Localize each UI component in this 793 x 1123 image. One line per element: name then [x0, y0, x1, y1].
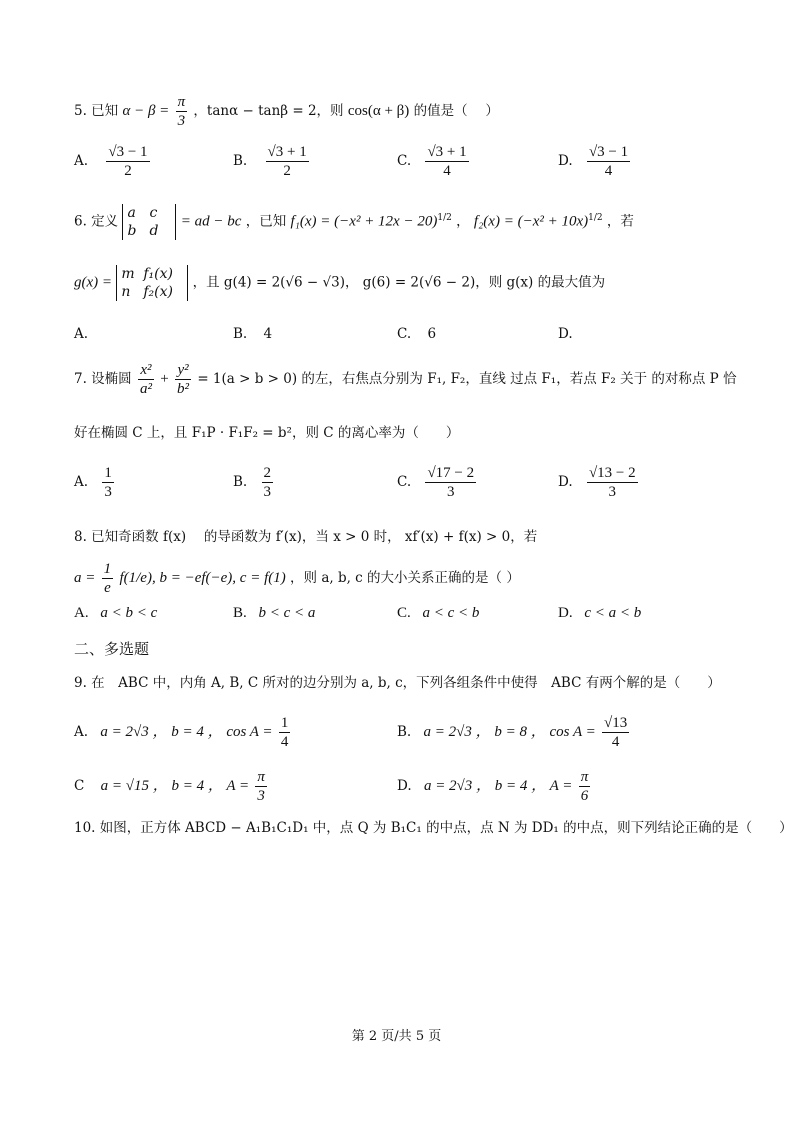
q7-prefix: 7. 设椭圆: [74, 371, 132, 387]
det-d: d: [149, 223, 159, 239]
q10-text: 10. 如图，正方体 ABCD − A₁B₁C₁D₁ 中，点 Q 为 B₁C₁ 的中点，点 N 为 DD₁ 的中点，则下列结论正确的是（ ）: [74, 820, 793, 836]
frac-num: √13: [604, 715, 628, 731]
q9-option-a: [74, 714, 292, 751]
q9-option-b: [397, 714, 631, 751]
frac-den: 4: [280, 734, 289, 750]
q9-text: 9. 在 ABC 中，内角 A, B, C 所对的边分别为 a, b, c，下列各组条件中使得 ABC 有两个解的是（ ）: [74, 675, 721, 691]
frac-den: 3: [447, 484, 455, 500]
q5-suffix: 的值是（ ）: [413, 103, 499, 119]
option-label: C: [74, 778, 85, 794]
q6-known: ，已知: [245, 213, 287, 230]
option-fraction: [587, 143, 630, 180]
frac-den: 3: [104, 484, 112, 500]
option-label: D.: [558, 326, 573, 342]
frac-num: π: [580, 769, 589, 785]
q6-determinant: [122, 204, 176, 240]
option-text: a < b < c: [100, 605, 158, 621]
frac-den: e: [104, 580, 111, 596]
q5-option-a: [74, 143, 152, 180]
frac-den: 4: [443, 163, 451, 179]
q6-g-lhs: g(x) =: [74, 274, 113, 291]
frac-den: 3: [608, 484, 617, 500]
det-b: b: [127, 223, 137, 239]
frac-den: 6: [580, 788, 589, 804]
frac-den: a²: [139, 381, 152, 397]
q6-option-a: [74, 326, 88, 342]
option-label: D.: [397, 778, 412, 794]
question-6-line-1: [74, 204, 634, 240]
option-label: A.: [74, 326, 89, 342]
section-title: 二、多选题: [74, 640, 150, 658]
option-conditions: a = √15 ， b = 4 ， A =: [100, 778, 250, 794]
frac-num: 1: [280, 715, 289, 731]
q8-line-1: 8. 已知奇函数 f(x) 的导函数为 f′(x)，当 x > 0 时， xf′(x) + f(x) > 0，若: [74, 529, 538, 545]
frac-num: √13 − 2: [588, 465, 636, 481]
q5-pi-over-3: [176, 93, 188, 130]
q6-definition-rhs: = ad − bc: [180, 213, 242, 230]
option-fraction: [102, 464, 114, 501]
q5-condition-2: ，tanα − tanβ = 2，则: [193, 103, 344, 119]
option-fraction: [279, 714, 291, 751]
det-a: a: [127, 205, 136, 221]
question-7-line-1: [74, 361, 737, 398]
page-footer: 第 2 页/共 5 页: [351, 1029, 442, 1044]
option-fraction: [579, 768, 591, 805]
option-label: C.: [397, 153, 412, 169]
option-fraction: [255, 768, 267, 805]
option-fraction: [602, 714, 629, 751]
q5-prefix: 5. 已知: [74, 103, 119, 119]
option-label: B.: [397, 724, 412, 740]
option-text: b < c < a: [258, 605, 316, 621]
det-f1: f₁(x): [143, 266, 173, 282]
q7-frac-x: [138, 361, 154, 398]
option-label: C.: [397, 605, 411, 621]
option-conditions: a = 2√3 ， b = 8 ， cos A =: [423, 724, 596, 740]
frac-num: √3 + 1: [267, 144, 307, 160]
q8-line-2-rest: ，则 a, b, c 的大小关系正确的是（ ）: [290, 570, 520, 586]
option-label: C.: [397, 326, 412, 342]
option-text: c < a < b: [584, 605, 642, 621]
q6-prefix: 6. 定义: [74, 213, 119, 230]
option-fraction: [262, 464, 274, 501]
q5-option-d: [558, 143, 632, 180]
q8-frac-1-over-e: [102, 560, 114, 597]
frac-den: 3: [257, 788, 265, 804]
q6-g-determinant: [116, 265, 188, 301]
q7-plus: +: [160, 371, 169, 387]
option-fraction: [425, 143, 468, 180]
option-conditions: a = 2√3 ， b = 4 ， A =: [423, 778, 573, 794]
q8-a-eq: a =: [74, 570, 96, 586]
det-c: c: [149, 205, 158, 221]
q6-option-b: [233, 326, 272, 342]
q5-frac-num: π: [177, 94, 186, 110]
option-fraction: [425, 464, 476, 501]
question-8-line-2: [74, 560, 520, 597]
q5-option-c: [397, 143, 471, 180]
question-8-line-1: [74, 527, 537, 547]
q8-option-c: [397, 605, 479, 622]
q7-rest: = 1(a > b > 0) 的左，右焦点分别为 F₁, F₂，直线 过点 F₁，若点 F₂ 关于 的对称点 P 恰: [197, 371, 737, 387]
q5-expression: cos(α + β): [347, 103, 410, 119]
q6-f2: f₂(x) = (−x² + 10x): [473, 213, 589, 230]
frac-den: 2: [124, 163, 132, 179]
q6-option-c: [397, 326, 436, 342]
q5-option-b: [233, 143, 311, 180]
option-fraction: [266, 143, 309, 180]
det-f2: f₂(x): [143, 284, 173, 300]
q6-sep: ，: [456, 213, 470, 230]
frac-den: b²: [177, 381, 190, 397]
option-label: B.: [233, 474, 248, 490]
frac-num: √3 + 1: [427, 144, 467, 160]
q6-f1-exponent: 1/2: [437, 213, 452, 223]
option-fraction: [587, 464, 638, 501]
frac-num: √3 − 1: [588, 144, 629, 160]
option-label: A.: [74, 724, 89, 740]
frac-den: 2: [283, 163, 291, 179]
option-label: B.: [233, 326, 248, 342]
frac-num: √3 − 1: [108, 144, 148, 160]
q7-option-c: [397, 464, 478, 501]
frac-num: 1: [103, 561, 112, 577]
option-label: D.: [558, 153, 573, 169]
q6-f1: f₁(x) = (−x² + 12x − 20): [290, 213, 438, 230]
q7-option-a: [74, 464, 116, 501]
option-label: D.: [558, 605, 573, 621]
option-label: B.: [233, 605, 247, 621]
option-text: 6: [427, 326, 437, 342]
q8-option-d: [558, 605, 641, 622]
option-label: B.: [233, 153, 248, 169]
frac-num: π: [257, 769, 265, 785]
q7-option-d: [558, 464, 640, 501]
question-7-line-2: [74, 423, 459, 443]
q9-option-c: [74, 768, 269, 805]
option-text: 4: [263, 326, 273, 342]
q5-condition-1: α − β =: [122, 103, 170, 119]
q7-frac-y: [175, 361, 191, 398]
q7-line-2: 好在椭圆 C 上，且 F₁P · F₁F₂ = b²，则 C 的离心率为（ ）: [74, 425, 460, 441]
q7-option-b: [233, 464, 275, 501]
q6-f2-exponent: 1/2: [588, 213, 603, 223]
frac-den: 4: [611, 734, 620, 750]
option-fraction: [106, 143, 149, 180]
frac-num: √17 − 2: [427, 465, 475, 481]
frac-num: 1: [104, 465, 112, 481]
option-conditions: a = 2√3 ， b = 4 ， cos A =: [100, 724, 273, 740]
frac-num: y²: [177, 362, 189, 378]
option-label: A.: [74, 474, 89, 490]
q6-option-d: [558, 326, 573, 342]
option-label: D.: [558, 474, 573, 490]
frac-den: 3: [263, 484, 272, 500]
det-n: n: [121, 284, 131, 300]
option-label: C.: [397, 474, 412, 490]
option-label: A.: [74, 605, 89, 621]
option-label: A.: [74, 153, 89, 169]
q6-ruo: ，若: [606, 213, 634, 230]
q8-option-a: [74, 605, 157, 622]
question-9: [74, 673, 721, 693]
q8-definitions: f(1/e), b = −ef(−e), c = f(1): [119, 570, 286, 586]
question-6-line-2: [74, 265, 605, 301]
question-10: [74, 818, 793, 838]
q5-frac-den: 3: [177, 113, 186, 129]
frac-num: 2: [263, 465, 272, 481]
det-m: m: [121, 266, 135, 282]
q9-option-d: [397, 768, 592, 805]
question-5: [74, 93, 499, 130]
q8-option-b: [233, 605, 315, 622]
frac-den: 4: [604, 163, 613, 179]
q6-condition: ，且 g(4) = 2(√6 − √3)， g(6) = 2(√6 − 2)，则 g(x) 的最大值为: [192, 274, 606, 291]
frac-num: x²: [140, 362, 152, 378]
option-text: a < c < b: [422, 605, 480, 621]
